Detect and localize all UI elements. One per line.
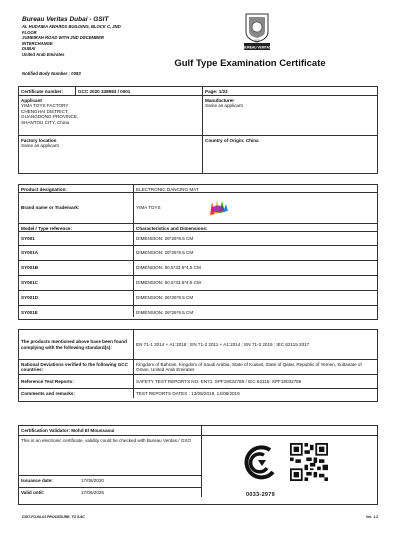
comments-row <box>19 389 377 398</box>
model-row <box>19 276 377 291</box>
factory-block <box>19 136 202 173</box>
model-row <box>19 232 377 246</box>
mark-cell <box>201 436 377 497</box>
test-reports-row <box>19 375 377 389</box>
model-row <box>19 246 377 261</box>
factory-label: Factory location <box>21 137 57 143</box>
logo-year: 1828 <box>254 39 260 43</box>
model-id: SY001E <box>21 310 38 315</box>
model-id: SY001A <box>21 250 39 255</box>
model-id: SY001 <box>21 236 35 241</box>
notified-body-number: Notified Body Number : 0083 <box>22 71 81 76</box>
applicant-line: YIMA TOYS FACTORY <box>21 103 69 109</box>
issuer-address <box>22 16 192 58</box>
model-row <box>19 261 377 276</box>
qr-code-icon <box>290 443 328 481</box>
product-table <box>18 184 378 320</box>
standards-table <box>18 329 378 402</box>
address-line: United Arab Emirates <box>22 51 65 57</box>
validation-info <box>19 436 201 497</box>
comments-label: Comments and remarks: <box>21 390 75 396</box>
address-line: INTERCHANGE <box>22 40 53 46</box>
model-id: SY001B <box>21 265 39 270</box>
validator-empty-cell <box>201 426 377 435</box>
applicant-line: CHENGHAI DISTRICT, <box>21 108 69 114</box>
model-dimension: DIMENSION: 26*26*8.5 CM <box>133 306 377 317</box>
applicant-table <box>18 86 378 174</box>
issuance-date: 17/06/2020 <box>81 477 104 483</box>
valid-until-date: 17/06/2025 <box>81 489 104 495</box>
comments-value: TEST REPORTS DATES : 13/08/2019, 14/08/2019 <box>133 389 377 398</box>
designation-value: ELECTRONIC DANCING MAT <box>133 185 377 192</box>
brand-cell <box>133 193 377 223</box>
designation-row <box>19 185 377 193</box>
cert-number-label: Certificate number: <box>21 88 64 94</box>
model-dimension: DIMENSION: 50.5*33.5*4.5 CM <box>133 276 377 290</box>
standards-value: EN 71-1 2014 + A1:2018 ; EN 71-2 2011 + A1:2014 ; EN 71-3 2019 ; IEC 62115 2017 <box>133 330 377 359</box>
footer-version: Ver. 1.2 <box>366 515 379 519</box>
national-deviations-value: Kingdom of Bahrain, Kingdom of Saudi Arabia, State of Kuwait, State of Qatar, Republic of Yemen, Sultanate of Oman, United Arab Emirates <box>133 360 377 374</box>
manufacturer-label: Manufacturer <box>205 97 235 103</box>
model-dimension: DIMENSION: 26*26*8.5 CM <box>133 232 377 245</box>
model-row <box>19 291 377 306</box>
address-line: DUBAI <box>22 46 36 52</box>
address-line: JUMEIRAH ROAD WITH 2ND DECEMBER <box>22 35 104 41</box>
validator-name: Certification Validator: Mohd El Moussaoui <box>21 427 115 433</box>
gulf-conformity-mark-icon <box>240 442 280 484</box>
model-label: Model / Type reference: <box>21 225 72 231</box>
characteristics-label: Characteristics and Dimensions: <box>133 224 377 231</box>
address-line: AL HUDAIBA AWARDS BUILDING, BLOCK C, 2ND <box>22 24 121 29</box>
model-header-row <box>19 224 377 232</box>
valid-until-label: Valid until: <box>21 489 45 495</box>
bureau-veritas-logo <box>242 12 272 52</box>
factory-value: Same as applicant <box>21 143 59 149</box>
valid-until-row <box>19 488 201 497</box>
mark-number: 0033-2979 <box>246 492 276 498</box>
factory-row <box>19 136 377 173</box>
manufacturer-value: Same as applicant <box>205 103 243 109</box>
test-reports-value: SAFETY TEST REPORTS NO: EN71: SPF19032788 / IEC 62115: SPF19032786 <box>133 375 377 388</box>
issuance-label: Issuance date: <box>21 477 53 483</box>
applicant-block <box>19 96 202 135</box>
designation-label: Product designation: <box>21 186 67 192</box>
test-reports-label: Reference Test Reports: <box>21 378 74 384</box>
brand-value: YIMA TOYS <box>136 205 161 211</box>
model-id: SY001D <box>21 295 39 300</box>
cert-number-value: GCC 2020 338983 / 0001 <box>75 87 202 95</box>
model-dimension: DIMENSION: 26*26*8.5 CM <box>133 291 377 305</box>
logo-band-text: BUREAU VERITAS <box>242 45 272 50</box>
footer-form-reference: GSIT-FO-00-01 PROCEDURE, TO 5-5C <box>22 515 85 519</box>
manufacturer-block <box>202 96 377 135</box>
model-id: SY001C <box>21 280 39 285</box>
page-number: Page: 1/22 <box>202 87 377 95</box>
applicant-line: GUANGDONG PROVINCE, <box>21 114 79 120</box>
electronic-note: This is an electronic certificate, validity could be checked with Bureau Veritas / GSO <box>19 436 201 476</box>
model-row <box>19 306 377 317</box>
national-deviations-row <box>19 360 377 375</box>
model-dimension: DIMENSION: 50.5*33.5*4.5 CM <box>133 261 377 275</box>
standards-row <box>19 330 377 360</box>
brand-logo-icon <box>207 198 229 218</box>
validator-row <box>19 426 377 436</box>
address-line: FLOOR <box>22 29 37 35</box>
issuance-row <box>19 476 201 488</box>
issuer-name: Bureau Veritas Dubai - GSIT <box>22 16 109 23</box>
applicant-line: SHANTOU CITY, China <box>21 119 70 125</box>
brand-label: Brand name or Trademark: <box>21 205 80 211</box>
national-deviations-label: National Deviations verified to the following GCC countries: <box>21 361 128 373</box>
country-of-origin: Country of Origin: China <box>202 136 377 173</box>
standards-label: The products mentioned above have been found complying with the following standard(s): <box>21 338 127 350</box>
applicant-row <box>19 96 377 136</box>
model-dimension: DIMENSION: 26*26*8.5 CM <box>133 246 377 260</box>
brand-row <box>19 193 377 224</box>
page-title: Gulf Type Examination Certificate <box>174 58 326 69</box>
applicant-label: Applicant <box>21 97 42 103</box>
certificate-number-row <box>19 87 377 96</box>
